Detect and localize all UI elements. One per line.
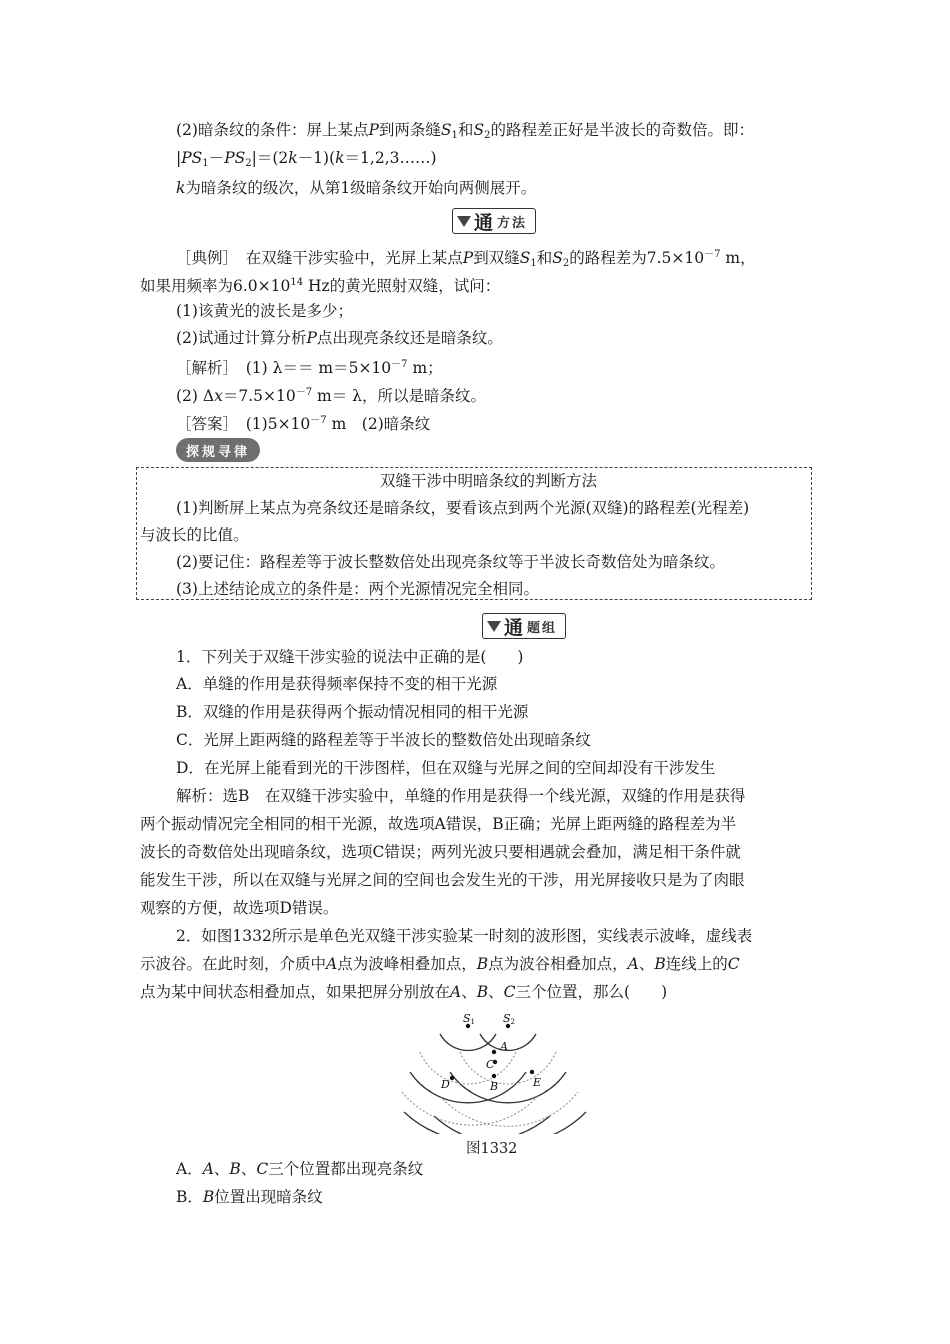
var-k: k bbox=[335, 149, 345, 167]
rule-box-p3: (3)上述结论成立的条件是：两个光源情况完全相同。 bbox=[176, 580, 539, 598]
text: 、 bbox=[638, 955, 655, 973]
text: 、 bbox=[488, 983, 504, 1001]
text: |＝(2 bbox=[251, 149, 289, 167]
text: ［解析］ (1) λ＝＝ m＝5×10 bbox=[176, 359, 392, 377]
triangle-icon bbox=[487, 621, 501, 632]
trough-arc bbox=[460, 1052, 556, 1084]
subscript: 2 bbox=[245, 158, 252, 169]
var-P: P bbox=[368, 121, 379, 139]
superscript: 14 bbox=[290, 277, 304, 288]
var-C: C bbox=[256, 1160, 269, 1178]
intro-line-1 bbox=[176, 119, 754, 147]
text: 点出现亮条纹还是暗条纹。 bbox=[316, 329, 503, 347]
crest-arc bbox=[440, 1034, 496, 1051]
label-e: E bbox=[533, 1076, 542, 1089]
q1-explanation-1: 解析：选B 在双缝干涉实验中，单缝的作用是获得一个线光源，双缝的作用是获得 bbox=[176, 787, 746, 805]
badge-small-text: 方法 bbox=[497, 215, 528, 231]
rule-box-title: 双缝干涉中明暗条纹的判断方法 bbox=[380, 472, 598, 490]
var-S: S bbox=[473, 121, 485, 139]
text: 连线上的 bbox=[665, 955, 728, 973]
text: 的路程差为7.5×10 bbox=[569, 249, 705, 267]
example-solution-1 bbox=[176, 354, 443, 379]
interference-figure bbox=[400, 1012, 590, 1134]
text: | bbox=[176, 149, 182, 167]
label-a: A bbox=[500, 1040, 508, 1053]
var-S: S bbox=[519, 249, 531, 267]
trough-arc bbox=[402, 1092, 538, 1125]
crest-arc bbox=[450, 1072, 566, 1103]
text: (2) Δ bbox=[176, 387, 215, 405]
point-d bbox=[450, 1076, 454, 1080]
text: 到双缝 bbox=[473, 249, 520, 267]
text: 位置出现暗条纹 bbox=[214, 1188, 323, 1206]
text: A． bbox=[176, 1160, 203, 1178]
intro-line-3 bbox=[176, 177, 536, 199]
superscript: －7 bbox=[391, 359, 408, 370]
q1-explanation-3: 波长的奇数倍处出现暗条纹，选项C错误；两列光波只要相遇就会叠加，满足相干条件就 bbox=[140, 843, 741, 861]
var-B: B bbox=[476, 955, 489, 973]
text: m， bbox=[720, 249, 756, 267]
point-b bbox=[492, 1074, 496, 1078]
crest-arc bbox=[404, 1112, 550, 1134]
label-b: B bbox=[490, 1080, 499, 1093]
superscript: －7 bbox=[704, 249, 721, 260]
var: PS bbox=[224, 149, 246, 167]
var-P: P bbox=[462, 249, 474, 267]
var-C: C bbox=[727, 955, 740, 973]
q2-option-b bbox=[176, 1186, 323, 1208]
rule-box-p1-b: 与波长的比值。 bbox=[140, 526, 249, 544]
text: 示波谷。在此时刻，介质中 bbox=[140, 955, 327, 973]
text: m＝ λ，所以是暗条纹。 bbox=[312, 387, 486, 405]
text: B． bbox=[176, 1188, 203, 1206]
rule-badge: 探规寻律 bbox=[176, 438, 260, 462]
label-d: D bbox=[441, 1078, 450, 1091]
label-s1: S1 bbox=[463, 1012, 476, 1026]
var-A: A bbox=[450, 983, 462, 1001]
var-S: S bbox=[552, 249, 563, 267]
text: m (2)暗条纹 bbox=[326, 415, 431, 433]
var: PS bbox=[181, 149, 203, 167]
text: 三个位置都出现亮条纹 bbox=[268, 1160, 424, 1178]
crest-arc bbox=[410, 1072, 526, 1103]
q1-explanation-5: 观察的方便，故选项D错误。 bbox=[140, 899, 339, 917]
text: ［典例］ 在双缝干涉实验中，光屏上某点 bbox=[176, 249, 463, 267]
text: 、 bbox=[240, 1160, 257, 1178]
var-S: S bbox=[440, 121, 452, 139]
q1-stem: 1．下列关于双缝干涉实验的说法中正确的是( ) bbox=[176, 648, 524, 666]
q2-line-1: 2．如图1332所示是单色光双缝干涉实验某一时刻的波形图，实线表示波峰，虚线表 bbox=[176, 927, 753, 945]
label-c: C bbox=[486, 1058, 495, 1071]
subscript: 2 bbox=[484, 130, 491, 141]
text: ＝7.5×10 bbox=[222, 387, 296, 405]
point-e bbox=[530, 1070, 534, 1074]
example-q1: (1)该黄光的波长是多少； bbox=[176, 302, 353, 320]
text: 、 bbox=[461, 983, 477, 1001]
superscript: －7 bbox=[295, 387, 313, 398]
example-q2 bbox=[176, 327, 503, 349]
text: 如果用频率为6.0×10 bbox=[140, 277, 291, 295]
superscript: －7 bbox=[310, 415, 327, 426]
example-answer bbox=[176, 410, 430, 435]
group-badge bbox=[482, 613, 566, 639]
text: 和 bbox=[536, 249, 553, 267]
crest-arc bbox=[480, 1034, 536, 1051]
label-s2: S2 bbox=[503, 1012, 516, 1026]
q1-option-c: C．光屏上距两缝的路程差等于半波长的整数倍处出现暗条纹 bbox=[176, 731, 591, 749]
trough-arc bbox=[440, 1092, 578, 1126]
text: 、 bbox=[213, 1160, 230, 1178]
text: 的路程差正好是半波长的奇数倍。即： bbox=[490, 121, 754, 139]
var-A: A bbox=[326, 955, 338, 973]
example-solution-2 bbox=[176, 382, 486, 407]
q1-explanation-4: 能发生干涉，所以在双缝与光屏之间的空间也会发生光的干涉，用光屏接收只是为了肉眼 bbox=[140, 871, 745, 889]
text: 三个位置，那么( ) bbox=[515, 983, 668, 1001]
q1-option-b: B．双缝的作用是获得两个振动情况相同的相干光源 bbox=[176, 703, 529, 721]
badge-small-text: 题组 bbox=[527, 620, 558, 636]
text: 点为某中间状态相叠加点，如果把屏分别放在 bbox=[140, 983, 451, 1001]
q1-option-d: D．在光屏上能看到光的干涉图样，但在双缝与光屏之间的空间却没有干涉发生 bbox=[176, 759, 716, 777]
figure-caption: 图1332 bbox=[466, 1141, 518, 1157]
var-k: k bbox=[176, 179, 186, 197]
q2-option-a bbox=[176, 1158, 423, 1180]
var-P: P bbox=[306, 329, 317, 347]
subscript: 1 bbox=[202, 158, 209, 169]
text: 和 bbox=[457, 121, 474, 139]
q2-line-3 bbox=[140, 981, 667, 1003]
example-line-1 bbox=[176, 244, 756, 275]
intro-line-2 bbox=[176, 147, 437, 175]
badge-big-text: 通 bbox=[504, 616, 524, 639]
triangle-icon bbox=[457, 216, 471, 227]
var-C: C bbox=[503, 983, 516, 1001]
subscript: 1 bbox=[530, 258, 537, 269]
crest-arc bbox=[434, 1112, 586, 1134]
var-k: k bbox=[288, 149, 298, 167]
text: Hz的黄光照射双缝，试问： bbox=[303, 277, 501, 295]
var-B: B bbox=[229, 1160, 241, 1178]
text: 到两条缝 bbox=[378, 121, 441, 139]
text: －1)( bbox=[297, 149, 336, 167]
var-A: A bbox=[627, 955, 639, 973]
var-x: x bbox=[214, 387, 223, 405]
trough-arc bbox=[420, 1052, 516, 1084]
text: 为暗条纹的级次，从第1级暗条纹开始向两侧展开。 bbox=[185, 179, 537, 197]
text: (2)试通过计算分析 bbox=[176, 329, 307, 347]
q1-option-a: A．单缝的作用是获得频率保持不变的相干光源 bbox=[176, 675, 498, 693]
text: ＝1,2,3……) bbox=[344, 149, 437, 167]
rule-box-p2: (2)要记住：路程差等于波长整数倍处出现亮条纹等于半波长奇数倍处为暗条纹。 bbox=[176, 553, 725, 571]
rule-box-p1-a: (1)判断屏上某点为亮条纹还是暗条纹，要看该点到两个光源(双缝)的路程差(光程差) bbox=[176, 499, 750, 517]
var-A: A bbox=[202, 1160, 214, 1178]
text: (2)暗条纹的条件：屏上某点 bbox=[176, 121, 369, 139]
var-B: B bbox=[202, 1188, 215, 1206]
q1-explanation-2: 两个振动情况完全相同的相干光源，故选项A错误，B正确；光屏上距两缝的路程差为半 bbox=[140, 815, 737, 833]
q2-line-2 bbox=[140, 953, 740, 975]
text: 点为波峰相叠加点， bbox=[337, 955, 477, 973]
var-B: B bbox=[476, 983, 489, 1001]
text: ［答案］ (1)5×10 bbox=[176, 415, 311, 433]
var-B: B bbox=[654, 955, 666, 973]
method-badge bbox=[452, 208, 536, 234]
badge-big-text: 通 bbox=[474, 211, 494, 234]
text: m； bbox=[407, 359, 443, 377]
text: 点为波谷相叠加点， bbox=[488, 955, 628, 973]
example-line-2 bbox=[140, 272, 500, 297]
point-a bbox=[492, 1050, 496, 1054]
subscript: 1 bbox=[451, 130, 458, 141]
text: － bbox=[208, 149, 225, 167]
subscript: 2 bbox=[562, 258, 570, 269]
